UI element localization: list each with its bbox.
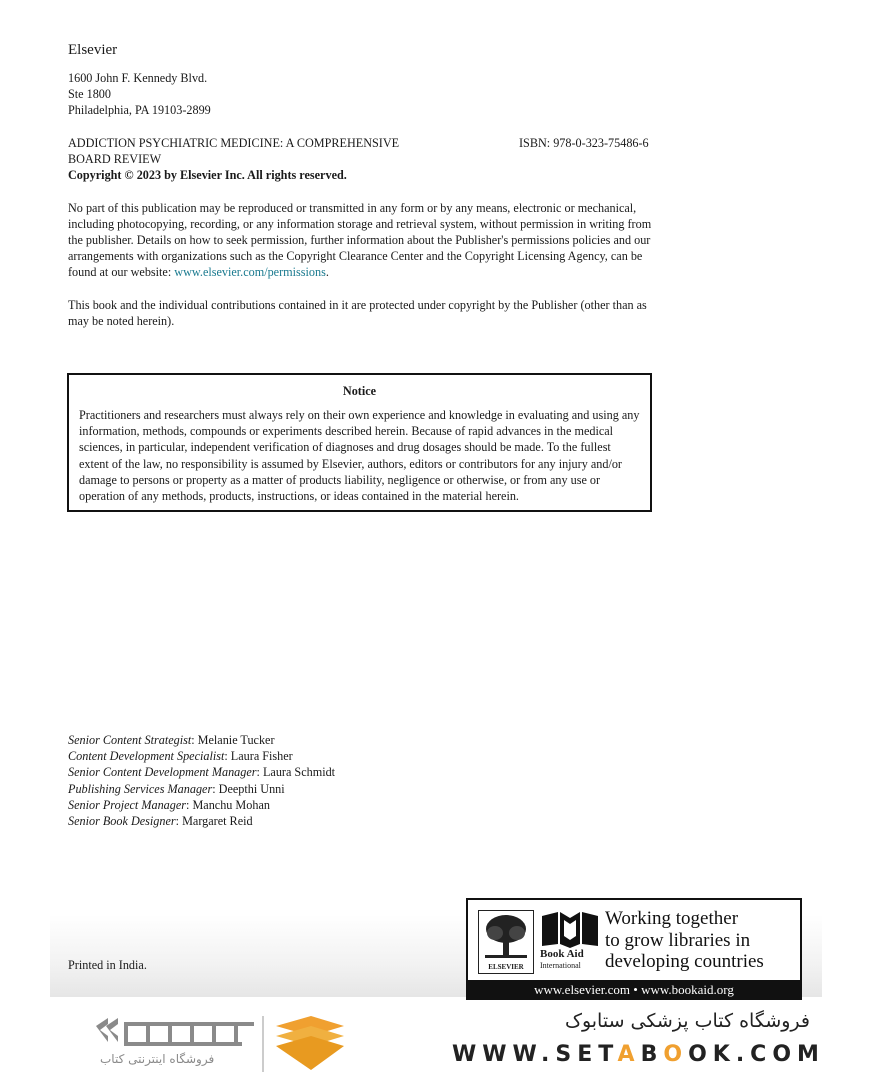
credit-person: : Laura Fisher (224, 749, 293, 764)
address-line-3: Philadelphia, PA 19103-2899 (68, 103, 211, 117)
credit-line (68, 797, 335, 813)
credit-person: : Melanie Tucker (191, 733, 275, 747)
credit-role: Content Development Specialist (68, 749, 225, 764)
url-accent: O (663, 1042, 689, 1067)
address-line-1: 1600 John F. Kennedy Blvd. (68, 71, 208, 85)
watermark-url[interactable] (452, 1042, 825, 1067)
elsevier-tree-logo (478, 910, 534, 974)
tagline-line: Working together (605, 908, 739, 929)
publisher-name: Elsevier (68, 42, 118, 58)
notice-title: Notice (342, 384, 377, 398)
permissions-link[interactable]: www.elsevier.com/permissions (174, 265, 326, 279)
credit-line (68, 764, 335, 780)
setabook-logo (86, 1012, 356, 1078)
bookaid-tagline (605, 908, 764, 973)
bookaid-banner (466, 898, 802, 1000)
bookaid-urls[interactable]: www.elsevier.com • www.bookaid.org (468, 980, 800, 1000)
credit-line (68, 732, 335, 748)
url-part: OK.COM (688, 1042, 825, 1067)
tree-icon (479, 911, 533, 961)
credit-person: : Deepthi Unni (212, 781, 285, 796)
watermark-store-name: فروشگاه کتاب پزشکی ستابوک (564, 1010, 810, 1032)
setabook-logo-icon (86, 1012, 356, 1078)
address-line-2: Ste 1800 (68, 87, 111, 101)
copyright-line: Copyright © 2023 by Elsevier Inc. All rights reserved. (68, 168, 347, 182)
printed-in: Printed in India. (68, 958, 147, 972)
protection-paragraph: This book and the individual contributions contained in it are protected under copyright by the Publisher (other than as may be noted herein). (68, 298, 647, 328)
credit-person: : Manchu Mohan (186, 797, 270, 812)
credit-role: Publishing Services Manager (68, 781, 213, 796)
bookaid-sublabel: International (540, 961, 581, 970)
credit-role: Senior Content Development Manager (68, 765, 257, 780)
elsevier-logo-label: ELSEVIER (488, 963, 524, 971)
bookaid-label: Book Aid (540, 948, 584, 960)
rights-paragraph (68, 200, 658, 280)
publisher-address (68, 70, 211, 118)
book-icon (540, 910, 600, 948)
url-part: WWW.SET (452, 1042, 618, 1067)
credit-person: : Laura Schmidt (256, 765, 336, 780)
notice-body: Practitioners and researchers must always rely on their own experience and knowledge in evaluating and using any information, methods, compounds or experiments described herein. Because of rapid advances in the medical sciences, in particular, independent verification of diagnoses and drug dosages should be made. To the fullest extent of the law, no responsibility is assumed by Elsevier, authors, editors or contributors for any injury and/or damage to persons or property as a matter of products liability, negligence or otherwise, or from any use or operation of any methods, products, instructions, or ideas contained in the material herein. (79, 408, 640, 504)
credit-line (68, 781, 335, 797)
credits-list (68, 732, 335, 829)
credit-line (68, 813, 335, 829)
tagline-line: to grow libraries in (605, 929, 751, 951)
rights-text: No part of this publication may be reproduced or transmitted in any form or by any means, electronic or mechanical, including photocopying, recording, or any information storage and retrieval system, without permission in writing from the publisher. Details on how to seek permission, further information about the Publisher's permissions policies and our arrangements with organizations such as the Copyright Clearance Center and the Copyright Licensing Agency, can be found at our website: (68, 201, 652, 279)
credit-role: Senior Content Strategist (68, 733, 192, 747)
url-accent: A (617, 1042, 641, 1067)
rights-end: . (325, 265, 329, 279)
notice-box (67, 373, 652, 512)
bookaid-logo (540, 910, 600, 972)
tagline-line: developing countries (605, 951, 764, 972)
book-title: ADDICTION PSYCHIATRIC MEDICINE: A COMPREHENSIVE BOARD REVIEW (68, 136, 400, 166)
url-part: B (640, 1042, 664, 1067)
isbn: ISBN: 978-0-323-75486-6 (519, 136, 649, 150)
credit-role: Senior Book Designer (68, 814, 176, 829)
setabook-logo-text: فروشگاه اینترنتی کتاب (100, 1052, 215, 1066)
credit-person: : Margaret Reid (175, 814, 253, 829)
credit-role: Senior Project Manager (68, 797, 187, 812)
credit-line (68, 748, 335, 764)
